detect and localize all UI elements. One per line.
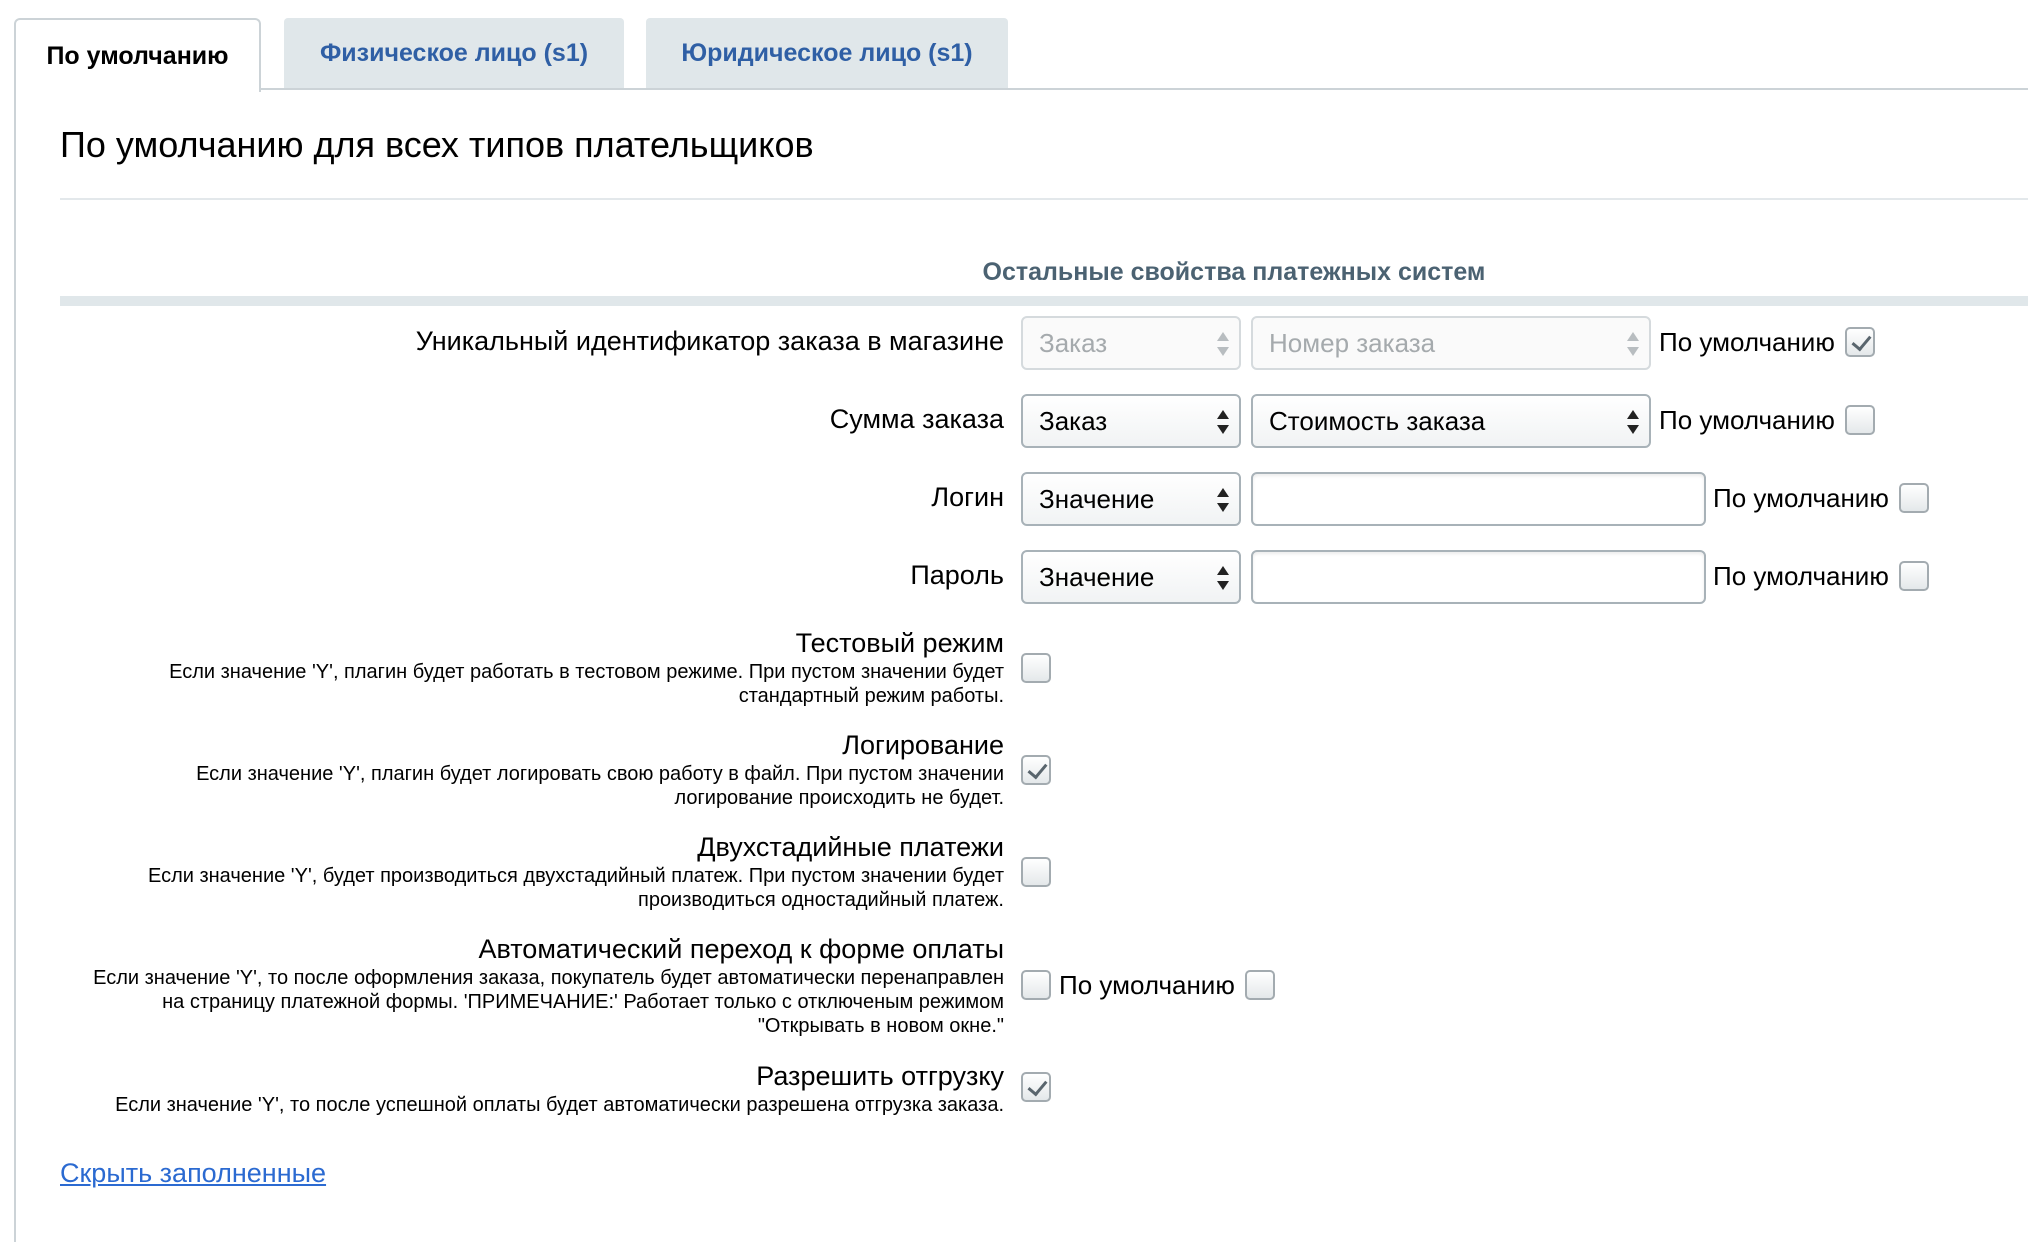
hide-filled-link[interactable]: Скрыть заполненные (60, 1158, 327, 1188)
test-mode-description (169, 660, 1004, 708)
order-id-value-select (1251, 316, 1651, 370)
order-sum-type-select[interactable] (1021, 394, 1241, 448)
section-heading: Остальные свойства платежных систем (982, 258, 1486, 286)
select-arrows-icon (1217, 410, 1229, 434)
section-divider (60, 296, 2028, 306)
login-label: Логин (931, 482, 1004, 512)
order-id-value-select-value: Номер заказа (1269, 328, 1436, 358)
select-arrows-icon (1217, 332, 1229, 356)
password-type-select-value: Значение (1039, 562, 1155, 592)
order-id-type-select (1021, 316, 1241, 370)
order-sum-value-select[interactable] (1251, 394, 1651, 448)
tab-individual[interactable]: Физическое лицо (s1) (284, 18, 624, 88)
select-arrows-icon (1217, 488, 1229, 512)
order-sum-type-select-value: Заказ (1039, 406, 1108, 436)
password-label: Пароль (910, 560, 1004, 590)
allow-shipping-description-line: Если значение 'Y', то после успешной оплаты будет автоматически разрешена отгрузка заказа. (115, 1094, 1004, 1116)
logging-description-line: Если значение 'Y', плагин будет логировать свою работу в файл. При пустом значении (196, 763, 1004, 785)
title-divider (60, 198, 2028, 200)
login-default-label: По умолчанию (1713, 483, 1889, 513)
logging-description (196, 762, 1004, 810)
order-id-label: Уникальный идентификатор заказа в магазине (415, 326, 1004, 356)
tab-default[interactable]: По умолчанию (14, 18, 261, 92)
order-sum-default-label: По умолчанию (1659, 405, 1835, 435)
allow-shipping-checkbox[interactable] (1021, 1072, 1051, 1102)
logging-label: Логирование (842, 730, 1004, 760)
order-id-default-label: По умолчанию (1659, 327, 1835, 357)
two-stage-description-line: Если значение 'Y', будет производиться двухстадийный платеж. При пустом значении будет (147, 865, 1004, 887)
content-border (14, 88, 16, 1242)
password-type-select[interactable] (1021, 550, 1241, 604)
password-default-label: По умолчанию (1713, 561, 1889, 591)
auto-redirect-description (93, 966, 1004, 1038)
logging-checkbox[interactable] (1021, 755, 1051, 785)
order-id-type-select-value: Заказ (1039, 328, 1108, 358)
select-arrows-icon (1627, 410, 1639, 434)
auto-redirect-description-line: на страницу платежной формы. 'ПРИМЕЧАНИЕ:' Работает только с отключеным режимом (162, 991, 1004, 1013)
order-sum-default-checkbox[interactable] (1845, 405, 1875, 435)
test-mode-description-line: стандартный режим работы. (738, 685, 1004, 707)
test-mode-checkbox[interactable] (1021, 653, 1051, 683)
allow-shipping-description (115, 1093, 1004, 1117)
password-input[interactable] (1251, 550, 1706, 604)
tab-bar (0, 0, 2028, 90)
auto-redirect-description-line: Если значение 'Y', то после оформления заказа, покупатель будет автоматически перенаправлен (93, 967, 1004, 989)
allow-shipping-label: Разрешить отгрузку (756, 1061, 1004, 1091)
select-arrows-icon (1627, 332, 1639, 356)
test-mode-label: Тестовый режим (795, 628, 1004, 658)
logging-description-line: логирование происходить не будет. (674, 787, 1004, 809)
auto-redirect-description-line: "Открывать в новом окне." (757, 1015, 1004, 1037)
tab-bar-divider (14, 88, 2028, 90)
two-stage-description-line: производиться одностадийный платеж. (637, 889, 1004, 911)
test-mode-description-line: Если значение 'Y', плагин будет работать в тестовом режиме. При пустом значении будет (169, 661, 1004, 683)
order-sum-value-select-value: Стоимость заказа (1269, 406, 1486, 436)
auto-redirect-checkbox[interactable] (1021, 970, 1051, 1000)
auto-redirect-label: Автоматический переход к форме оплаты (478, 934, 1004, 964)
login-default-checkbox[interactable] (1899, 483, 1929, 513)
login-type-select-value: Значение (1039, 484, 1155, 514)
auto-redirect-default-checkbox[interactable] (1245, 970, 1275, 1000)
two-stage-description (148, 864, 1004, 912)
two-stage-label: Двухстадийные платежи (697, 832, 1004, 862)
login-input[interactable] (1251, 472, 1706, 526)
order-sum-label: Сумма заказа (829, 404, 1004, 434)
select-arrows-icon (1217, 566, 1229, 590)
tab-legal-entity[interactable]: Юридическое лицо (s1) (646, 18, 1008, 88)
login-type-select[interactable] (1021, 472, 1241, 526)
two-stage-checkbox[interactable] (1021, 857, 1051, 887)
order-id-default-checkbox[interactable] (1845, 327, 1875, 357)
page-title: По умолчанию для всех типов плательщиков (60, 124, 814, 165)
password-default-checkbox[interactable] (1899, 561, 1929, 591)
auto-redirect-default-label: По умолчанию (1059, 970, 1235, 1000)
